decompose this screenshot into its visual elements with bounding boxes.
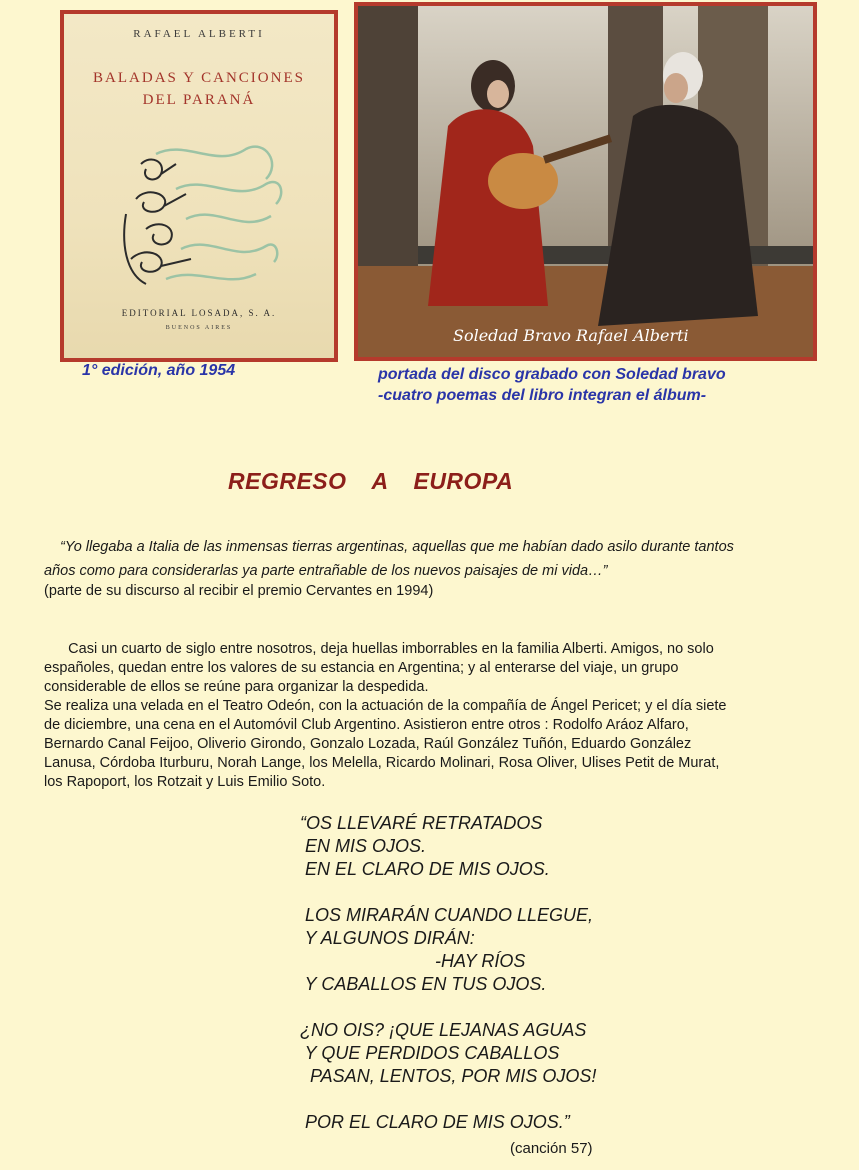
paragraph-line: considerable de ellos se reúne para organizar la despedida.: [44, 679, 429, 695]
album-cover-photo: [354, 2, 817, 361]
paragraph-line: españoles, quedan entre los valores de su estancia en Argentina; y al enterarse del viaje, un grupo: [44, 660, 679, 676]
poem-line: EN EL CLARO DE MIS OJOS.: [300, 859, 550, 879]
paragraph-line: Se realiza una velada en el Teatro Odeón, con la actuación de la compañía de Ángel Pericet; y el día siete: [44, 698, 727, 714]
poem-line: LOS MIRARÁN CUANDO LLEGUE,: [300, 905, 594, 925]
book-publisher: EDITORIAL LOSADA, S. A.: [121, 308, 277, 318]
poem-line: EN MIS OJOS.: [300, 836, 427, 856]
paragraph-line: Bernardo Canal Feijoo, Oliverio Girondo, Gonzalo Lozada, Raúl González Tuñón, Eduardo González: [44, 736, 692, 752]
book-title-line2: DEL PARANÁ: [142, 92, 256, 108]
book-title-line1: BALADAS Y CANCIONES: [93, 70, 305, 86]
paragraph-line: de diciembre, una cena en el Automóvil Club Argentino. Asistieron entre otros : Rodolfo Aráoz Alfaro,: [44, 717, 689, 733]
poem-line: ¿NO OIS? ¡QUE LEJANAS AGUAS: [300, 1020, 587, 1040]
quote-line2: años como para considerarlas ya parte entrañable de los nuevos paisajes de mi vida…”: [44, 563, 608, 579]
album-signature: Soledad Bravo Rafael Alberti: [453, 326, 689, 345]
paragraph-line: los Rapoport, los Rotzait y Luis Emilio Soto.: [44, 774, 326, 790]
book-author: RAFAEL ALBERTI: [133, 28, 265, 40]
book-city: BUENOS AIRES: [165, 325, 233, 331]
poem-source: (canción 57): [510, 1140, 593, 1157]
section-heading: REGRESO A EUROPA: [228, 468, 514, 494]
poem-line: Y ALGUNOS DIRÁN:: [300, 928, 475, 948]
paragraph-line: Casi un cuarto de siglo entre nosotros, deja huellas imborrables en la familia Alberti. Amigos, no solo: [44, 641, 714, 657]
poem-line: POR EL CLARO DE MIS OJOS.”: [300, 1112, 570, 1132]
poem-line: PASAN, LENTOS, POR MIS OJOS!: [300, 1066, 597, 1086]
quote-source: (parte de su discurso al recibir el premio Cervantes en 1994): [44, 583, 434, 599]
poem-line: Y QUE PERDIDOS CABALLOS: [300, 1043, 560, 1063]
album-caption-line1: portada del disco grabado con Soledad bravo: [378, 366, 726, 383]
body-paragraph: [44, 640, 824, 792]
poem-line: [300, 881, 596, 904]
book-cover-image: [60, 10, 338, 362]
book-caption: 1° edición, año 1954: [82, 362, 236, 379]
poem: [300, 812, 596, 1134]
poem-line: [300, 996, 596, 1019]
poem-line: “OS LLEVARÉ RETRATADOS: [300, 813, 543, 833]
book-illustration: [116, 134, 286, 294]
album-caption-line2: -cuatro poemas del libro integran el álbum-: [378, 387, 707, 404]
poem-line: -HAY RÍOS: [300, 951, 526, 971]
poem-line: [300, 1088, 596, 1111]
paragraph-line: Lanusa, Córdoba Iturburu, Norah Lange, los Melella, Ricardo Molinari, Rosa Oliver, Ulises Petit de Murat,: [44, 755, 720, 771]
poem-line: Y CABALLOS EN TUS OJOS.: [300, 974, 547, 994]
quote-line1: “Yo llegaba a Italia de las inmensas tierras argentinas, aquellas que me habían dado asilo durante tantos: [60, 539, 734, 555]
